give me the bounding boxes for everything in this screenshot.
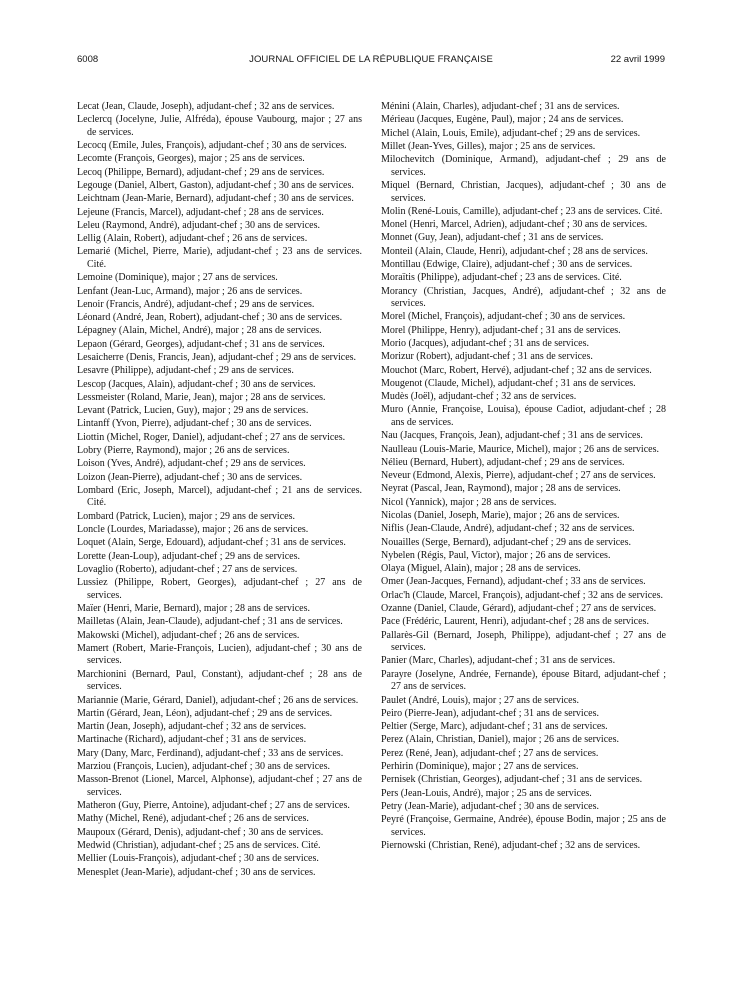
list-item: Loncle (Lourdes, Mariadasse), major ; 26 ans de services. — [77, 523, 309, 535]
list-item: Loquet (Alain, Serge, Edouard), adjudant-chef ; 31 ans de services. — [77, 537, 346, 549]
list-item: Leleu (Raymond, André), adjudant-chef ; 30 ans de services. — [77, 219, 320, 231]
list-item: Lorette (Jean-Loup), adjudant-chef ; 29 ans de services. — [77, 550, 300, 562]
list-item: Liottin (Michel, Roger, Daniel), adjudant-chef ; 27 ans de services. — [77, 431, 346, 443]
list-item: Léonard (André, Jean, Robert), adjudant-chef ; 30 ans de services. — [77, 312, 343, 324]
list-item: Matheron (Guy, Pierre, Antoine), adjudant-chef ; 27 ans de services. — [77, 800, 350, 812]
list-item: Nybelen (Régis, Paul, Victor), major ; 26 ans de services. — [381, 549, 611, 561]
list-item: Perez (Alain, Christian, Daniel), major ; 26 ans de services. — [381, 734, 619, 746]
list-item: Lépagney (Alain, Michel, André), major ; 28 ans de services. — [77, 325, 322, 337]
list-item: Lussiez (Philippe, Robert, Georges), adjudant-chef ; 27 ans de services. — [77, 577, 362, 601]
list-item: Lecomte (François, Georges), major ; 25 ans de services. — [77, 153, 305, 165]
list-item: Martinache (Richard), adjudant-chef ; 31 ans de services. — [77, 734, 307, 746]
list-item: Petry (Jean-Marie), adjudant-chef ; 30 ans de services. — [381, 800, 599, 812]
list-item: Naulleau (Louis-Marie, Maurice, Michel), major ; 26 ans de services. — [381, 443, 659, 455]
list-item: Ménini (Alain, Charles), adjudant-chef ; 31 ans de services. — [381, 101, 620, 112]
list-item: Lesavre (Philippe), adjudant-chef ; 29 ans de services. — [77, 365, 294, 377]
list-item: Morizur (Robert), adjudant-chef ; 31 ans de services. — [381, 351, 593, 363]
list-item: Nouailles (Serge, Bernard), adjudant-chef ; 29 ans de services. — [381, 536, 632, 548]
list-item: Lenfant (Jean-Luc, Armand), major ; 26 ans de services. — [77, 285, 303, 297]
list-item: Loison (Yves, André), adjudant-chef ; 29 ans de services. — [77, 458, 306, 470]
list-item: Omer (Jean-Jacques, Fernand), adjudant-chef ; 33 ans de services. — [381, 576, 646, 588]
list-item: Leichtnam (Jean-Marie, Bernard), adjudant-chef ; 30 ans de services. — [77, 193, 354, 205]
list-item: Montillau (Edwige, Claire), adjudant-chef ; 30 ans de services. — [381, 259, 633, 270]
list-item: Lepaon (Gérard, Georges), adjudant-chef ; 31 ans de services. — [77, 338, 325, 350]
list-item: Lombard (Patrick, Lucien), major ; 29 ans de services. — [77, 510, 295, 522]
list-item: Molin (René-Louis, Camille), adjudant-chef ; 23 ans de services. Cité. — [381, 205, 663, 217]
list-item: Lejeune (Francis, Marcel), adjudant-chef ; 28 ans de services. — [77, 206, 324, 218]
list-item: Leclercq (Jocelyne, Julie, Alfréda), épouse Vaubourg, major ; 27 ans de services. — [77, 114, 362, 138]
list-item: Maupoux (Gérard, Denis), adjudant-chef ; 30 ans de services. — [77, 826, 324, 838]
list-item: Mary (Dany, Marc, Ferdinand), adjudant-chef ; 33 ans de services. — [77, 747, 344, 759]
list-item: Parayre (Joselyne, Andrée, Fernande), épouse Bitard, adjudant-chef ; 27 ans de services. — [381, 668, 666, 693]
page-number: 6008 — [77, 54, 99, 65]
list-item: Mérieau (Jacques, Eugène, Paul), major ; 24 ans de services. — [381, 114, 624, 126]
list-item: Muro (Annie, Françoise, Louisa), épouse Cadiot, adjudant-chef ; 28 ans de services. — [381, 404, 666, 428]
list-item: Lecocq (Emile, Jules, François), adjudant-chef ; 30 ans de services. — [77, 140, 347, 152]
list-item: Masson-Brenot (Lionel, Marcel, Alphonse), adjudant-chef ; 27 ans de services. — [77, 774, 362, 798]
list-item: Neyrat (Pascal, Jean, Raymond), major ; 28 ans de services. — [381, 483, 621, 495]
list-item: Morel (Philippe, Henry), adjudant-chef ; 31 ans de services. — [381, 324, 621, 336]
list-item: Pernisek (Christian, Georges), adjudant-chef ; 31 ans de services. — [381, 774, 643, 786]
list-item: Mougenot (Claude, Michel), adjudant-chef ; 31 ans de services. — [381, 377, 636, 389]
list-item: Piernowski (Christian, René), adjudant-chef ; 32 ans de services. — [381, 839, 641, 851]
list-item: Morel (Michel, François), adjudant-chef ; 30 ans de services. — [381, 311, 626, 323]
list-item: Lellig (Alain, Robert), adjudant-chef ; 26 ans de services. — [77, 233, 308, 245]
list-item: Paulet (André, Louis), major ; 27 ans de services. — [381, 694, 580, 706]
list-item: Lombard (Eric, Joseph, Marcel), adjudant-chef ; 21 ans de services. Cité. — [77, 484, 362, 509]
list-item: Nicol (Yannick), major ; 28 ans de services. — [381, 496, 557, 508]
list-item: Pers (Jean-Louis, André), major ; 25 ans de services. — [381, 787, 592, 799]
list-item: Levant (Patrick, Lucien, Guy), major ; 29 ans de services. — [77, 405, 309, 417]
list-item: Neveur (Edmond, Alexis, Pierre), adjudant-chef ; 27 ans de services. — [381, 470, 656, 482]
list-item: Lesaicherre (Denis, Francis, Jean), adjudant-chef ; 29 ans de services. — [77, 351, 357, 363]
list-item: Pace (Frédéric, Laurent, Henri), adjudant-chef ; 28 ans de services. — [381, 616, 649, 628]
list-item: Lobry (Pierre, Raymond), major ; 26 ans de services. — [77, 444, 290, 456]
list-item: Lenoir (Francis, André), adjudant-chef ; 29 ans de services. — [77, 298, 315, 310]
list-item: Mailletas (Alain, Jean-Claude), adjudant-chef ; 31 ans de services. — [77, 616, 343, 628]
list-item: Nicolas (Daniel, Joseph, Marie), major ; 26 ans de services. — [381, 509, 620, 521]
list-item: Menesplet (Jean-Marie), adjudant-chef ; 30 ans de services. — [77, 866, 316, 878]
list-item: Mathy (Michel, René), adjudant-chef ; 26 ans de services. — [77, 813, 309, 825]
list-item: Mouchot (Marc, Robert, Hervé), adjudant-chef ; 32 ans de services. — [381, 364, 652, 376]
list-item: Moraïtis (Philippe), adjudant-chef ; 23 ans de services. Cité. — [381, 272, 622, 284]
list-item: Maïer (Henri, Marie, Bernard), major ; 28 ans de services. — [77, 602, 310, 614]
list-item: Martin (Gérard, Jean, Léon), adjudant-chef ; 29 ans de services. — [77, 707, 333, 719]
list-item: Olaya (Miguel, Alain), major ; 28 ans de services. — [381, 563, 581, 575]
left-column — [77, 101, 362, 880]
journal-title: JOURNAL OFFICIEL DE LA RÉPUBLIQUE FRANÇAISE — [249, 54, 493, 65]
list-item: Monel (Henri, Marcel, Adrien), adjudant-chef ; 30 ans de services. — [381, 219, 648, 231]
list-item: Monnet (Guy, Jean), adjudant-chef ; 31 ans de services. — [381, 232, 604, 244]
list-item: Mamert (Robert, Marie-François, Lucien), adjudant-chef ; 30 ans de services. — [77, 642, 362, 667]
list-item: Morio (Jacques), adjudant-chef ; 31 ans de services. — [381, 338, 589, 349]
list-item: Orlac'h (Claude, Marcel, François), adjudant-chef ; 32 ans de services. — [381, 589, 663, 601]
page-header — [77, 54, 665, 70]
list-item: Lessmeister (Roland, Marie, Jean), major ; 28 ans de services. — [77, 391, 326, 403]
list-item: Makowski (Michel), adjudant-chef ; 26 ans de services. — [77, 629, 300, 641]
list-item: Peltier (Serge, Marc), adjudant-chef ; 31 ans de services. — [381, 721, 608, 733]
list-item: Nau (Jacques, François, Jean), adjudant-chef ; 31 ans de services. — [381, 430, 643, 442]
list-item: Perhirin (Dominique), major ; 27 ans de services. — [381, 760, 579, 772]
list-item: Lecoq (Philippe, Bernard), adjudant-chef ; 29 ans de services. — [77, 166, 325, 178]
list-item: Morancy (Christian, Jacques, André), adjudant-chef ; 32 ans de services. — [381, 285, 666, 310]
list-item: Lovaglio (Roberto), adjudant-chef ; 27 ans de services. — [77, 563, 298, 575]
publication-date: 22 avril 1999 — [610, 54, 665, 65]
list-item: Medwid (Christian), adjudant-chef ; 25 ans de services. Cité. — [77, 839, 321, 851]
list-item: Pallarès-Gil (Bernard, Joseph, Philippe), adjudant-chef ; 27 ans de services. — [381, 629, 666, 654]
list-item: Peiro (Pierre-Jean), adjudant-chef ; 31 ans de services. — [381, 707, 599, 719]
list-item: Miquel (Bernard, Christian, Jacques), adjudant-chef ; 30 ans de services. — [381, 180, 666, 204]
list-item: Martin (Jean, Joseph), adjudant-chef ; 32 ans de services. — [77, 721, 307, 733]
list-item: Niflis (Jean-Claude, André), adjudant-chef ; 32 ans de services. — [381, 523, 635, 535]
list-item: Millet (Jean-Yves, Gilles), major ; 25 ans de services. — [381, 140, 596, 152]
right-column — [381, 101, 666, 853]
list-item: Mariannie (Marie, Gérard, Daniel), adjudant-chef ; 26 ans de services. — [77, 694, 359, 706]
list-item: Legouge (Daniel, Albert, Gaston), adjudant-chef ; 30 ans de services. — [77, 180, 354, 191]
list-item: Marziou (François, Lucien), adjudant-chef ; 30 ans de services. — [77, 760, 330, 772]
list-item: Perez (René, Jean), adjudant-chef ; 27 ans de services. — [381, 747, 599, 759]
list-item: Milochevitch (Dominique, Armand), adjudant-chef ; 29 ans de services. — [381, 154, 666, 178]
list-item: Michel (Alain, Louis, Emile), adjudant-chef ; 29 ans de services. — [381, 127, 641, 139]
list-item: Ozanne (Daniel, Claude, Gérard), adjudant-chef ; 27 ans de services. — [381, 602, 657, 614]
list-item: Lemarié (Michel, Pierre, Marie), adjudant-chef ; 23 ans de services. Cité. — [77, 246, 362, 270]
list-item: Mudès (Joël), adjudant-chef ; 32 ans de services. — [381, 391, 577, 403]
list-item: Lecat (Jean, Claude, Joseph), adjudant-chef ; 32 ans de services. — [77, 101, 335, 112]
list-item: Marchionini (Bernard, Paul, Constant), adjudant-chef ; 28 ans de services. — [77, 668, 362, 693]
list-item: Lemoine (Dominique), major ; 27 ans de services. — [77, 272, 278, 284]
list-item: Lescop (Jacques, Alain), adjudant-chef ; 30 ans de services. — [77, 378, 316, 390]
list-item: Loizon (Jean-Pierre), adjudant-chef ; 30 ans de services. — [77, 471, 303, 483]
list-item: Peyré (Françoise, Germaine, Andrée), épouse Bodin, major ; 25 ans de services. — [381, 814, 666, 838]
list-item: Monteil (Alain, Claude, Henri), adjudant-chef ; 28 ans de services. — [381, 245, 648, 257]
list-item: Mellier (Louis-François), adjudant-chef ; 30 ans de services. — [77, 853, 319, 865]
list-item: Lintanff (Yvon, Pierre), adjudant-chef ; 30 ans de services. — [77, 418, 312, 430]
list-item: Panier (Marc, Charles), adjudant-chef ; 31 ans de services. — [381, 655, 616, 667]
list-item: Nélieu (Bernard, Hubert), adjudant-chef ; 29 ans de services. — [381, 456, 625, 468]
